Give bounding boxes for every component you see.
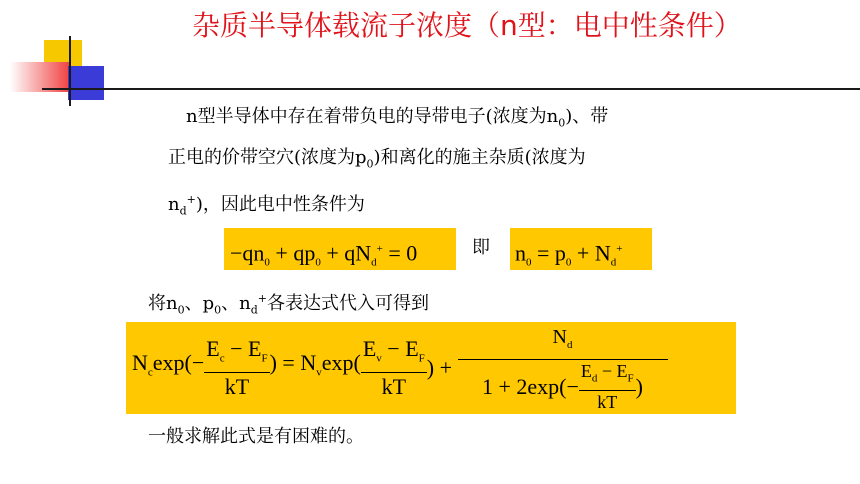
fraction-d-inner: $\frac{E_d - E_F}{kT}$ <box>580 361 634 412</box>
equation-neutrality-box <box>224 228 456 270</box>
equation-neutrality: $-qn_0 + qp_0 + qN_d^+ = 0$ <box>230 240 418 269</box>
text: 、p <box>184 293 215 314</box>
equation-charge: $n_0 = p_0 + N_d^+$ <box>515 240 623 269</box>
subscript: 0 <box>177 303 185 317</box>
slide-title: 杂质半导体载流子浓度（n型：电中性条件） <box>192 9 742 42</box>
text: n型半导体中存在着带负电的导带电子(浓度为n <box>186 106 559 127</box>
fraction-v: $\frac{E_v - E_F}{kT}$ <box>362 335 425 400</box>
equation-charge-box <box>510 228 652 270</box>
superscript: + <box>257 292 267 305</box>
equation-fermi-box <box>126 322 736 414</box>
logo-blue-square <box>68 66 104 100</box>
text: 正电的价带空穴(浓度为p <box>168 147 367 168</box>
paragraph-line-2 <box>168 147 586 176</box>
fraction-d: $N_d$ 1 + 2exp(− $\frac{E_d - E_F}{kT}$ ) <box>458 324 668 412</box>
title-divider <box>42 88 860 90</box>
subscript: d <box>250 303 258 317</box>
subscript: 0 <box>558 116 566 130</box>
superscript: + <box>186 193 196 206</box>
text: 将n <box>148 293 178 314</box>
text: n <box>168 194 180 215</box>
text: )，因此电中性条件为 <box>195 194 365 215</box>
connector-text: 即 <box>472 237 490 258</box>
subscript: d <box>179 204 187 218</box>
text: 各表达式代入可得到 <box>266 293 429 314</box>
subscript: 0 <box>214 303 222 317</box>
text: )和离化的施主杂质(浓度为 <box>373 147 586 168</box>
conclusion-text: 一般求解此式是有困难的。 <box>148 426 364 447</box>
paragraph-line-3 <box>168 189 365 223</box>
equation-fermi: $N_c\exp(-$ $\frac{E_c - E_F}{kT}$ ) = $N_v\exp$( $\frac{E_v - E_F}{kT}$ ) + $N_d$ 1 + 2exp(− $\frac{E_d - E_F}{kT}$ ) <box>132 328 668 408</box>
paragraph-line-1 <box>186 106 608 135</box>
subscript: 0 <box>366 157 374 171</box>
text: )、带 <box>565 106 609 127</box>
logo-vertical-line <box>69 36 71 106</box>
substitution-text <box>148 288 429 322</box>
logo-decoration <box>8 36 118 108</box>
text: 、n <box>221 293 251 314</box>
fraction-c: $\frac{E_c - E_F}{kT}$ <box>206 335 268 400</box>
